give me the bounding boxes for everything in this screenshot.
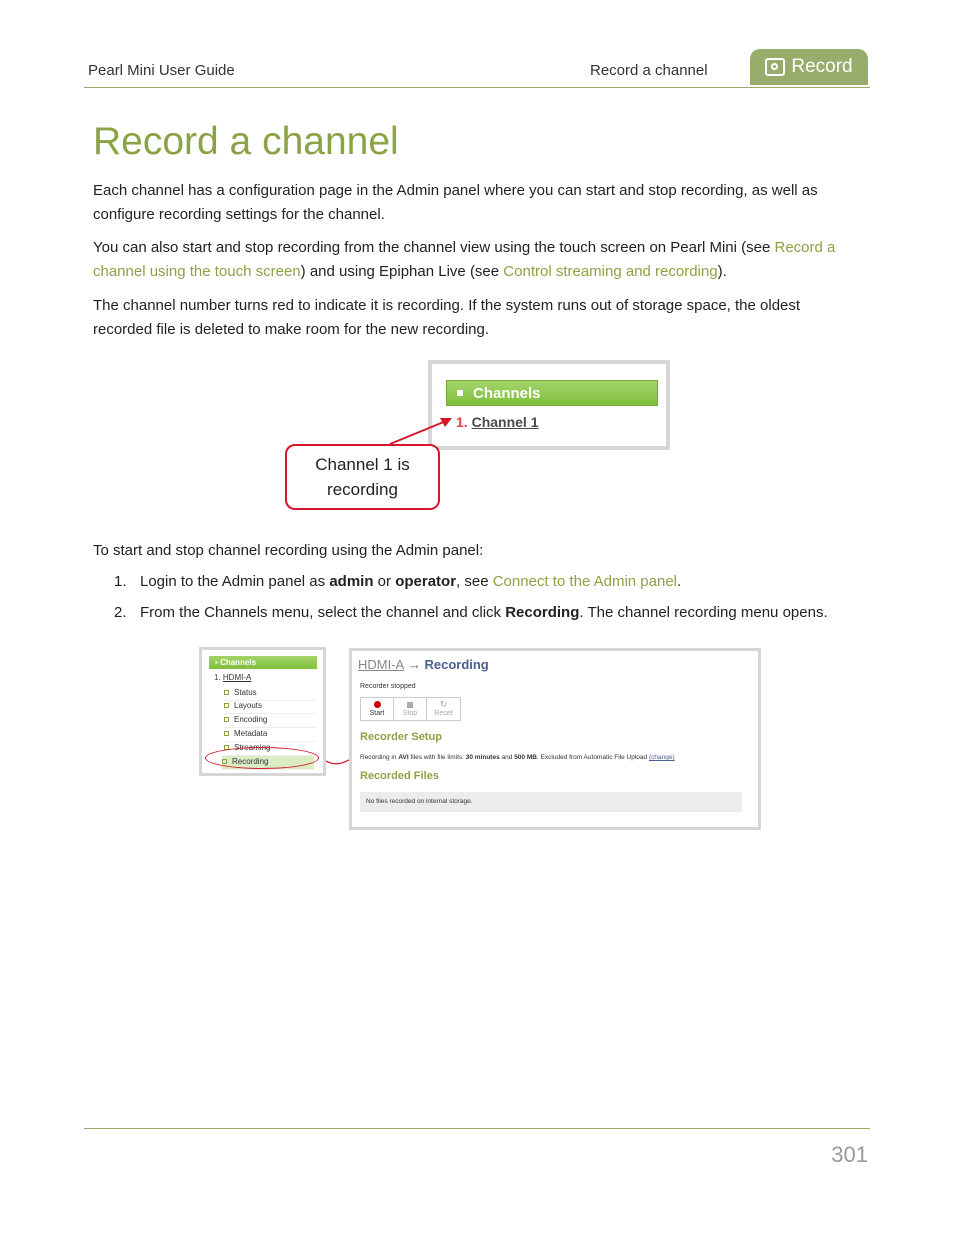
panel-title-label: Recording [424,657,489,672]
reset-button [427,698,460,720]
menu-item-label: Metadata [234,729,268,738]
link-connect-admin-panel[interactable]: Connect to the Admin panel [492,573,678,590]
menu-item-label: Streaming [234,743,271,752]
bullet-icon [224,717,229,722]
info-text: files with file limits: [408,754,466,761]
menu-item-label: Status [234,688,257,697]
menu-item-status [224,687,316,701]
footer-divider [84,1128,870,1129]
device-entry [214,673,251,682]
bullet-icon [224,690,229,695]
start-button [361,698,394,720]
bullet-icon [224,731,229,736]
step-text: . The channel recording menu opens. [579,604,828,621]
menu-item-label: Encoding [234,715,268,724]
menu-item-metadata [224,728,316,742]
device-number: 1. [214,673,221,682]
paragraph-intro: Each channel has a configuration page in the Admin panel where you can start and stop recording, as well as configure recording settings for the channel. [93,182,818,223]
device-link: HDMI-A [222,673,252,682]
recorder-status: Recorder stopped [360,683,416,690]
info-text: and [499,754,515,761]
reset-label: Reset [434,710,453,717]
change-link: (change) [648,754,675,761]
step-text: , see [456,573,493,590]
link-control-streaming[interactable]: Control streaming and recording [503,263,718,280]
step-1 [114,573,681,590]
recorder-controls [360,697,461,721]
page-title: Record a channel [93,120,399,163]
reset-icon: ↻ [439,699,448,709]
step-bold: admin [329,573,374,590]
header-section-title: Record a channel [590,62,708,79]
menu-item-label: Recording [232,757,269,766]
step-text: From the Channels menu, select the channel and click [140,604,506,621]
recorded-files-list: No files recorded on internal storage. [360,792,742,812]
header-tab-label: Record [791,56,853,77]
link-record-touch-screen[interactable]: Record a channel using the touch screen [93,239,836,280]
callout-line-2: recording [327,480,398,499]
info-text: . Excluded from Automatic File Upload [536,754,649,761]
channels-bar-label: Channels [473,384,541,402]
step-number: 1. [114,573,127,590]
step-bold: operator [395,573,457,590]
record-dot-icon [374,701,381,708]
bullet-icon [224,703,229,708]
menu-item-encoding [224,714,316,728]
header-guide-title: Pearl Mini User Guide [88,62,235,79]
paragraph-recording-indicator: The channel number turns red to indicate it is recording. If the system runs out of storage space, the oldest recorded file is deleted to make room for the new recording. [93,297,801,338]
channels-bar-label: Channels [220,658,257,667]
step-bold: Recording [505,604,580,621]
paragraph-text: ). [717,263,727,280]
step-text: Login to the Admin panel as [140,573,330,590]
paragraph-text: ) and using Epiphan Live (see [300,263,504,280]
panel-title [358,657,489,672]
panel-device: HDMI-A [358,657,405,672]
recorded-files-heading: Recorded Files [360,770,439,782]
recorder-setup-heading: Recorder Setup [360,731,442,743]
step-text: . [677,573,682,590]
recording-panel-figure [349,648,761,830]
menu-item-label: Layouts [234,701,263,710]
stop-button [394,698,427,720]
channel-1-link: Channel 1 [471,414,539,430]
recording-callout [285,444,440,510]
recorder-setup-info [360,754,675,761]
callout-line-1: Channel 1 is [315,455,410,474]
stop-square-icon [407,702,413,708]
info-bold: 30 minutes [465,754,500,761]
stop-label: Stop [402,710,418,717]
step-number: 2. [114,604,127,621]
recording-highlight-oval [205,747,319,769]
info-text: Recording in [360,754,399,761]
channel-number: 1. [456,414,468,430]
menu-item-layouts [224,700,316,714]
channels-bar: ▪ Channels [209,656,317,669]
info-bold: AVI [398,754,409,761]
step-2 [114,604,828,621]
page-number: 301 [831,1142,868,1167]
start-label: Start [369,710,385,717]
steps-intro: To start and stop channel recording using the Admin panel: [93,542,484,559]
paragraph-text: You can also start and stop recording from the channel view using the touch screen on Pearl Mini (see [93,239,775,256]
info-bold: 500 MB [514,754,537,761]
step-text: or [373,573,396,590]
arrow-right-icon: → [407,657,421,672]
